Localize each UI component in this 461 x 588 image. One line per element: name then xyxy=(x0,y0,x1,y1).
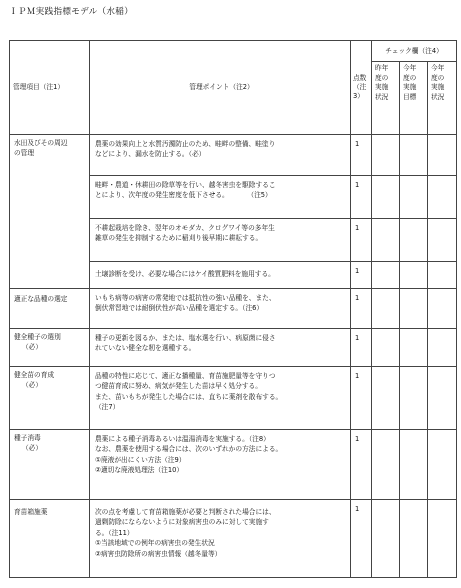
management-point-line: 土壌診断を受け、必要な場合にはケイ酸質肥料を施用する。 xyxy=(95,270,275,278)
check-cell-last-year[interactable] xyxy=(372,262,400,289)
management-point-line: ①廃液が出にくい方法（注9） xyxy=(95,455,186,464)
management-point-line: 品種の特性に応じて、適正な播種量、育苗施肥量等を守りつ xyxy=(95,372,276,380)
table-row xyxy=(10,135,457,176)
management-point-cell xyxy=(90,135,351,176)
management-point-cell xyxy=(90,430,351,500)
check-cell-status[interactable] xyxy=(428,430,457,500)
management-point-text: とにより、次年度の発生密度を低下させる。 xyxy=(95,191,229,200)
check-cell-status[interactable] xyxy=(428,262,457,289)
management-item-line: 適正な品種の選定 xyxy=(14,295,68,303)
check-cell-target[interactable] xyxy=(400,367,428,430)
management-point-line: 種子の更新を図るか、または、塩水選を行い、病原菌に侵さ xyxy=(95,334,276,342)
management-item-line: （必） xyxy=(22,381,43,390)
management-point-line: ②病害虫防除所の病害虫情報（越冬量等） xyxy=(95,549,222,558)
table-row xyxy=(10,289,457,329)
check-cell-target[interactable] xyxy=(400,430,428,500)
note-reference: （注5） xyxy=(250,191,272,200)
header-sub-line: 昨年 xyxy=(375,64,389,72)
check-cell-target[interactable] xyxy=(400,135,428,176)
management-point-line xyxy=(95,190,345,200)
header-sub-line: 今年 xyxy=(431,64,445,72)
check-cell-last-year[interactable] xyxy=(372,135,400,176)
score-cell: 1 xyxy=(351,176,372,219)
management-point-cell xyxy=(90,329,351,367)
management-point-line: 倒伏常習地では耐倒伏性が高い品種を選定する。（注6） xyxy=(95,304,264,313)
management-item-cell xyxy=(10,135,90,289)
management-point-line: なお、農薬を使用する場合には、次のいずれかの方法による。 xyxy=(95,445,283,454)
check-cell-last-year[interactable] xyxy=(372,289,400,329)
header-this-year-status xyxy=(428,62,457,135)
management-item-line: 健全苗の育成 xyxy=(14,371,55,379)
table-row xyxy=(10,430,457,500)
management-point-cell xyxy=(90,289,351,329)
management-point-line: 不耕起栽培を除き、翌年のオモダカ、クログワイ等の多年生 xyxy=(95,224,275,232)
management-item-line: 健全種子の選別 xyxy=(14,333,61,341)
score-cell: 1 xyxy=(351,289,372,329)
management-point-line: る。（注11） xyxy=(95,528,134,537)
score-cell: 1 xyxy=(351,135,372,176)
management-point-line: 農薬による種子消毒あるいは温湯消毒を実施する。（注8） xyxy=(95,435,270,443)
check-cell-target[interactable] xyxy=(400,262,428,289)
check-cell-last-year[interactable] xyxy=(372,430,400,500)
management-point-line: 次の点を考慮して育苗箱施薬が必要と判断された場合には、 xyxy=(95,508,276,516)
score-cell: 1 xyxy=(351,430,372,500)
header-sub-line: 度の xyxy=(375,73,389,82)
management-item-cell xyxy=(10,289,90,329)
management-point-line: 雑草の発生を抑制するために稲刈り後早期に耕耘する。 xyxy=(95,234,263,243)
management-point-cell xyxy=(90,500,351,578)
header-sub-line: 実施 xyxy=(403,83,417,92)
document-title: ＩＰＭ実践指標モデル（水稲） xyxy=(9,7,134,17)
header-score-line: （注 xyxy=(353,82,367,91)
check-cell-status[interactable] xyxy=(428,367,457,430)
score-cell: 1 xyxy=(351,329,372,367)
header-sub-line: 状況 xyxy=(375,92,389,101)
table-row xyxy=(10,329,457,367)
check-cell-target[interactable] xyxy=(400,329,428,367)
management-item-cell xyxy=(10,329,90,367)
management-point-cell xyxy=(90,367,351,430)
management-item-cell xyxy=(10,500,90,578)
table-row xyxy=(10,367,457,430)
management-point-line: つ健苗育成に努め、病気が発生した苗は早く処分する。 xyxy=(95,382,262,391)
management-item-line: 種子消毒 xyxy=(14,434,41,442)
check-cell-target[interactable] xyxy=(400,219,428,262)
management-point-cell xyxy=(90,262,351,289)
check-cell-status[interactable] xyxy=(428,329,457,367)
header-score-line: 点数 xyxy=(353,73,367,82)
management-point-line: 畦畔・農道・休耕田の除草等を行い、越冬害虫を駆除するこ xyxy=(95,181,276,189)
check-cell-last-year[interactable] xyxy=(372,367,400,430)
check-cell-last-year[interactable] xyxy=(372,329,400,367)
management-point-cell xyxy=(90,176,351,219)
management-point-line: 農薬の効果向上と水質汚濁防止のため、畦畔の整備、畦塗り xyxy=(95,140,276,148)
check-cell-target[interactable] xyxy=(400,500,428,578)
header-score xyxy=(351,41,372,135)
check-cell-status[interactable] xyxy=(428,176,457,219)
management-item-line: （必） xyxy=(22,444,43,453)
header-sub-line: 目標 xyxy=(403,92,417,101)
management-point-line: また、苗いもちが発生した場合には、直ちに薬剤を散布する。 xyxy=(95,392,283,401)
management-point-line: （注7） xyxy=(95,403,120,412)
score-cell: 1 xyxy=(351,262,372,289)
ipm-checklist-table xyxy=(9,40,457,578)
check-cell-target[interactable] xyxy=(400,289,428,329)
management-item-line: （必） xyxy=(22,343,43,352)
header-last-year-status xyxy=(372,62,400,135)
header-sub-line: 実施 xyxy=(375,83,389,92)
management-item-cell xyxy=(10,430,90,500)
management-item-line: 水田及びその周辺 xyxy=(14,139,68,147)
check-cell-status[interactable] xyxy=(428,500,457,578)
check-cell-status[interactable] xyxy=(428,289,457,329)
check-cell-status[interactable] xyxy=(428,219,457,262)
management-item-cell xyxy=(10,367,90,430)
header-sub-line: 状況 xyxy=(431,92,445,101)
score-cell: 1 xyxy=(351,500,372,578)
management-point-line: 過剰防除にならないように対象病害虫のみに対して実施す xyxy=(95,518,269,527)
management-item-line: の管理 xyxy=(14,149,35,158)
management-point-line: などにより、漏水を防止する。（必） xyxy=(95,150,206,159)
management-point-line: いもち病等の病害の常発地では抵抗性の強い品種を、また、 xyxy=(95,294,276,302)
header-management-point: 管理ポイント（注2） xyxy=(90,41,351,135)
header-sub-line: 度の xyxy=(403,73,417,82)
management-point-line: ②適切な廃液処理法（注10） xyxy=(95,466,184,475)
score-cell: 1 xyxy=(351,219,372,262)
management-point-cell xyxy=(90,219,351,262)
check-cell-status[interactable] xyxy=(428,135,457,176)
header-check-column: チェック欄（注4） xyxy=(372,41,457,62)
header-sub-line: 実施 xyxy=(431,83,445,92)
table-row xyxy=(10,500,457,578)
header-management-item: 管理項目（注1） xyxy=(10,41,90,135)
check-cell-last-year[interactable] xyxy=(372,500,400,578)
check-cell-last-year[interactable] xyxy=(372,176,400,219)
header-sub-line: 今年 xyxy=(403,64,417,72)
management-point-line: ①当該地域での例年の病害虫の発生状況 xyxy=(95,539,215,548)
management-item-line: 育苗箱施薬 xyxy=(14,508,48,516)
header-this-year-target xyxy=(400,62,428,135)
header-sub-line: 度の xyxy=(431,73,445,82)
score-cell: 1 xyxy=(351,367,372,430)
management-point-line: れていない健全な籾を選種する。 xyxy=(95,344,196,353)
check-cell-last-year[interactable] xyxy=(372,219,400,262)
check-cell-target[interactable] xyxy=(400,176,428,219)
header-score-line: 3） xyxy=(353,92,364,101)
